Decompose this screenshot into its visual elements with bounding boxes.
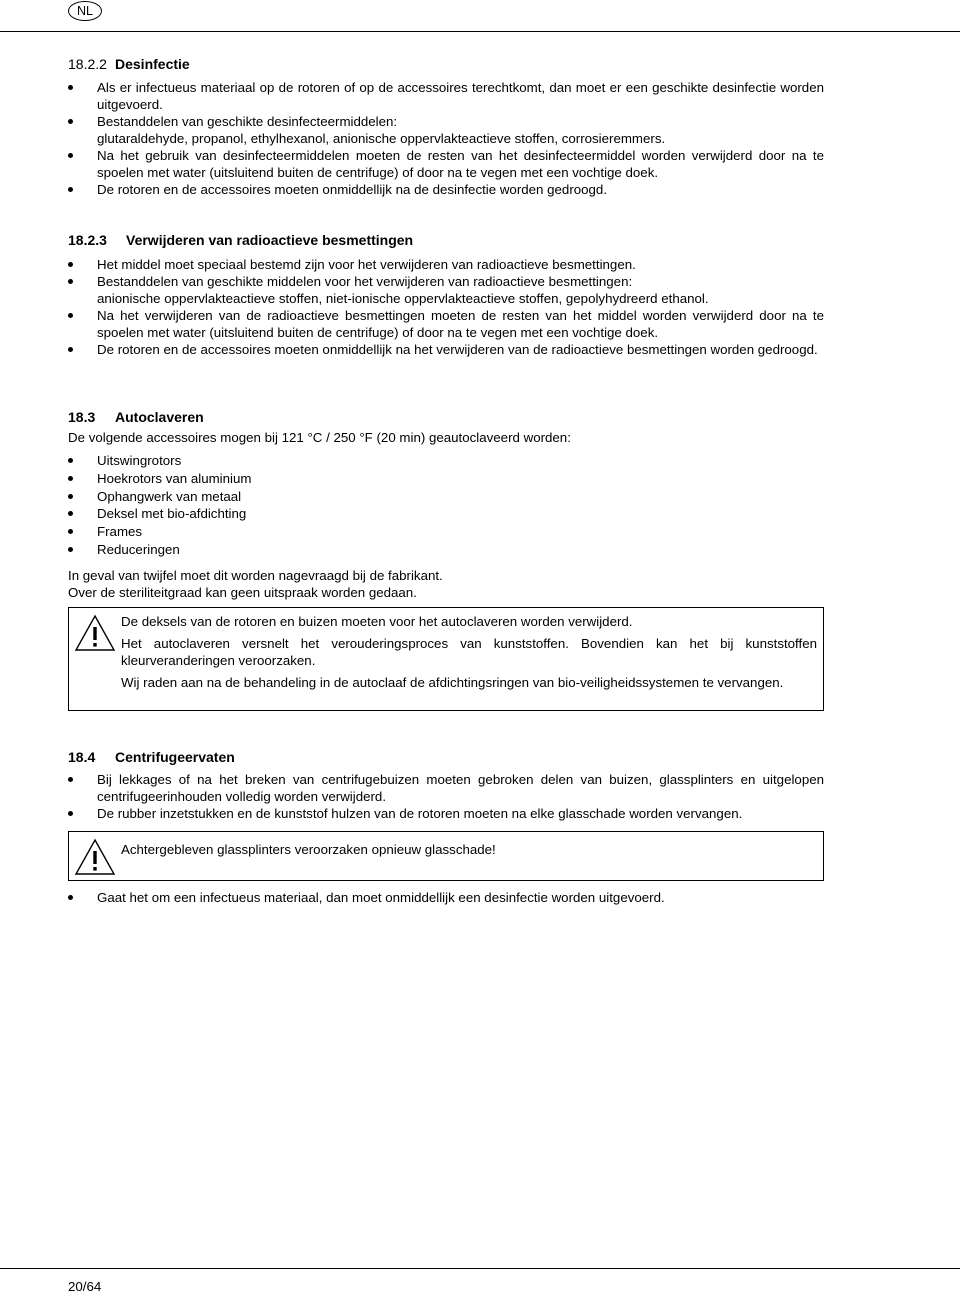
section-title: Centrifugeervaten bbox=[115, 748, 235, 765]
list-item: Ophangwerk van metaal bbox=[68, 488, 824, 506]
section-heading-autoclaveren bbox=[68, 408, 824, 426]
autoclaveren-note-1: In geval van twijfel moet dit worden nagevraagd bij de fabrikant. bbox=[68, 567, 443, 583]
section-title: Desinfectie bbox=[115, 56, 190, 72]
list-item: Reduceringen bbox=[68, 541, 824, 559]
list-item: Als er infectueus materiaal op de rotoren of op de accessoires terechtkomt, dan moet er een geschikte desinfectie worden uitgevoerd. bbox=[68, 79, 824, 113]
warning-box-autoclaveren bbox=[68, 607, 824, 711]
autoclaveren-note-2: Over de steriliteitgraad kan geen uitspraak worden gedaan. bbox=[68, 584, 417, 600]
section-heading-desinfectie bbox=[68, 55, 824, 73]
warning-line: Het autoclaveren versnelt het verouderingsproces van kunststoffen. Bovendien kan het bij kunststoffen kleurveranderingen veroorzaken. bbox=[121, 635, 817, 668]
list-item: De rotoren en de accessoires moeten onmiddellijk na het verwijderen van de radioactieve besmettingen worden gedroogd. bbox=[68, 341, 824, 358]
warning-line: Achtergebleven glassplinters veroorzaken opnieuw glasschade! bbox=[121, 841, 496, 857]
warning-text bbox=[121, 613, 823, 705]
section-title: Verwijderen van radioactieve besmettingen bbox=[126, 232, 414, 248]
list-item: Gaat het om een infectueus materiaal, dan moet onmiddellijk een desinfectie worden uitgevoerd. bbox=[68, 889, 824, 906]
list-item: Na het verwijderen van de radioactieve besmettingen moeten de resten van het middel worden verwijderd door na te spoelen met water (uitsluitend buiten de centrifuge) of door na te vegen met een vochtige doek. bbox=[68, 307, 824, 341]
list-item: Het middel moet speciaal bestemd zijn voor het verwijderen van radioactieve besmettingen. bbox=[68, 256, 824, 273]
autoclaveren-intro: De volgende accessoires mogen bij 121 °C / 250 °F (20 min) geautoclaveerd worden: bbox=[68, 430, 571, 445]
list-item: De rotoren en de accessoires moeten onmiddellijk na de desinfectie worden gedroogd. bbox=[68, 181, 824, 198]
warning-triangle-icon bbox=[73, 613, 117, 653]
centrifugeervaten-list bbox=[68, 771, 824, 822]
bullet-icon bbox=[68, 187, 73, 192]
bullet-icon bbox=[68, 119, 73, 124]
list-item: De rubber inzetstukken en de kunststof hulzen van de rotoren moeten na elke glasschade worden vervangen. bbox=[68, 805, 824, 822]
bullet-icon bbox=[68, 85, 73, 90]
warning-line: De deksels van de rotoren en buizen moeten voor het autoclaveren worden verwijderd. bbox=[121, 613, 633, 629]
page-number: 20/64 bbox=[68, 1279, 102, 1294]
list-item: Na het gebruik van desinfecteermiddelen moeten de resten van het desinfecteermiddel worden verwijderd door na te spoelen met water (uitsluitend buiten de centrifuge) of door na te vegen met een vochtige doek. bbox=[68, 147, 824, 181]
warning-text bbox=[121, 837, 823, 877]
list-item: Bestanddelen van geschikte desinfecteermiddelen: glutaraldehyde, propanol, ethylhexanol, anionische oppervlakteactieve stoffen, corrosieremmers. bbox=[68, 113, 824, 147]
section-number: 18.2.3 bbox=[68, 232, 107, 248]
bullet-icon bbox=[68, 262, 73, 267]
list-item: Bij lekkages of na het breken van centrifugebuizen moeten gebroken delen van buizen, glassplinters en uitgelopen centrifugeerinhouden volledig worden verwijderd. bbox=[68, 771, 824, 805]
bullet-icon bbox=[68, 458, 73, 463]
bullet-icon bbox=[68, 547, 73, 552]
header-rule bbox=[0, 31, 960, 32]
section-heading-centrifugeervaten bbox=[68, 748, 824, 766]
bullet-icon bbox=[68, 313, 73, 318]
warning-box-glas bbox=[68, 831, 824, 881]
bullet-icon bbox=[68, 511, 73, 516]
desinfectie-list bbox=[68, 79, 824, 198]
section-heading-radioactief bbox=[68, 231, 824, 249]
radioactief-list bbox=[68, 256, 824, 358]
bullet-icon bbox=[68, 777, 73, 782]
warning-line: Wij raden aan na de behandeling in de autoclaaf de afdichtingsringen van bio-veiligheidssystemen te vervangen. bbox=[121, 674, 784, 690]
bullet-icon bbox=[68, 895, 73, 900]
list-item: Uitswingrotors bbox=[68, 452, 824, 470]
list-item: Frames bbox=[68, 523, 824, 541]
list-item: Deksel met bio-afdichting bbox=[68, 505, 824, 523]
bullet-icon bbox=[68, 279, 73, 284]
bullet-icon bbox=[68, 529, 73, 534]
bullet-icon bbox=[68, 494, 73, 499]
section-title: Autoclaveren bbox=[115, 409, 204, 425]
bullet-icon bbox=[68, 153, 73, 158]
section-number: 18.3 bbox=[68, 409, 96, 425]
bullet-icon bbox=[68, 347, 73, 352]
autoclaveren-list bbox=[68, 452, 824, 559]
section-number: 18.4 bbox=[68, 748, 96, 765]
page-content bbox=[68, 55, 824, 906]
warning-icon-cell bbox=[69, 837, 121, 877]
footer-rule bbox=[0, 1268, 960, 1269]
section-number: 18.2.2 bbox=[68, 56, 107, 72]
centrifugeervaten-final-list bbox=[68, 889, 824, 906]
bullet-icon bbox=[68, 811, 73, 816]
language-badge: NL bbox=[68, 1, 102, 21]
warning-triangle-icon bbox=[73, 837, 117, 877]
warning-icon-cell bbox=[69, 613, 121, 705]
list-item: Hoekrotors van aluminium bbox=[68, 470, 824, 488]
list-item: Bestanddelen van geschikte middelen voor het verwijderen van radioactieve besmettingen: anionische oppervlakteactieve stoffen, niet-ionische oppervlakteactieve stoffen, gepolyhydreerd ethanol. bbox=[68, 273, 824, 307]
bullet-icon bbox=[68, 476, 73, 481]
